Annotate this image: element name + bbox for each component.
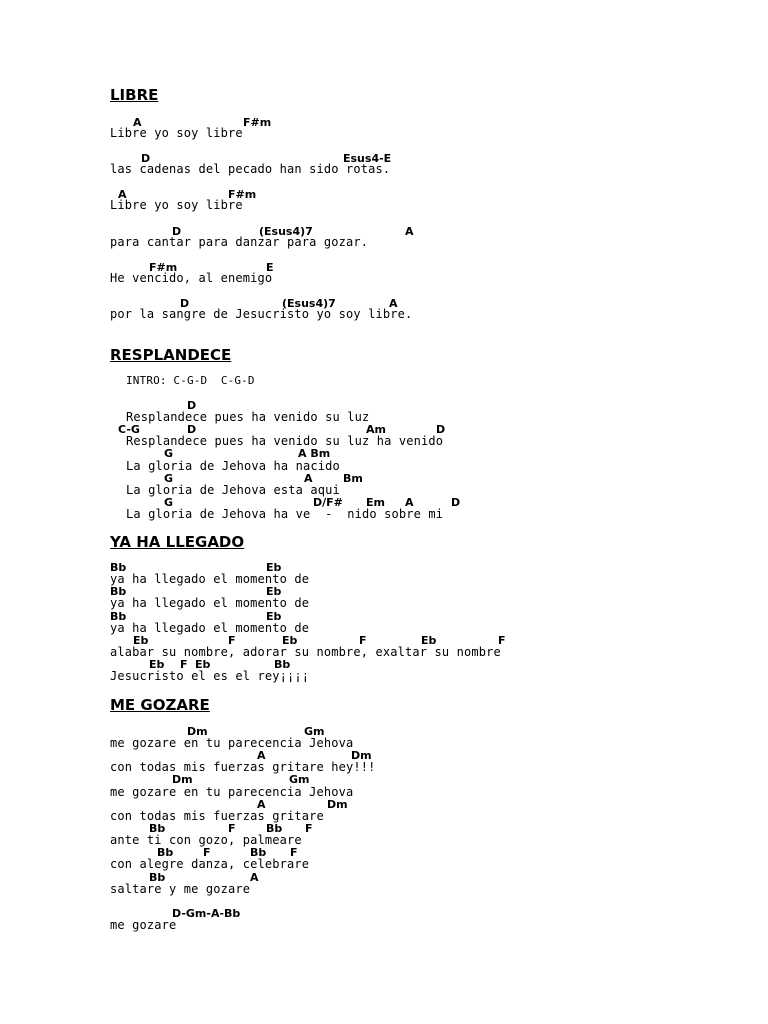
chord: F <box>290 846 298 859</box>
lyric-line: Jesucristo el es el rey¡¡¡¡ <box>110 669 310 683</box>
chord: Dm <box>187 725 208 738</box>
lyric-line: ante ti con gozo, palmeare <box>110 833 302 847</box>
chord: A <box>389 297 398 310</box>
lyric-line: con todas mis fuerzas gritare <box>110 809 324 823</box>
chord: Dm <box>327 798 348 811</box>
chord: F <box>305 822 313 835</box>
chord: E <box>266 261 274 274</box>
lyric-line: La gloria de Jehova ha ve - nido sobre mi <box>126 507 444 521</box>
chord: A <box>257 798 266 811</box>
song-title-ya-ha-llegado: YA HA LLEGADO <box>110 533 245 551</box>
lyric-line: me gozare en tu parecencia Jehova <box>110 785 354 799</box>
chord: Bb <box>110 561 127 574</box>
chord: (Esus4)7 <box>259 225 313 238</box>
lyric-line: Resplandece pues ha venido su luz <box>126 410 370 424</box>
chord: (Esus4)7 <box>282 297 336 310</box>
chord: F <box>203 846 211 859</box>
chord: Eb <box>421 634 437 647</box>
chord: Eb <box>149 658 165 671</box>
chord: Eb <box>266 585 282 598</box>
chord: D/F# <box>313 496 343 509</box>
chord: Am <box>366 423 386 436</box>
chord: Eb <box>195 658 211 671</box>
chord: G <box>164 447 174 460</box>
chord: Bb <box>266 822 283 835</box>
chord: D-Gm-A-Bb <box>172 907 241 920</box>
lyric-line: Libre yo soy libre <box>110 198 243 212</box>
lyric-line: me gozare <box>110 918 177 932</box>
chord: Bm <box>343 472 363 485</box>
chord: D <box>187 399 197 412</box>
lyric-line: con alegre danza, celebrare <box>110 857 310 871</box>
chord: A Bm <box>298 447 331 460</box>
chord: Bb <box>274 658 291 671</box>
chord: Dm <box>172 773 193 786</box>
chord: A <box>405 496 414 509</box>
chord: F#m <box>243 116 272 129</box>
chord: Gm <box>304 725 325 738</box>
lyric-line: Resplandece pues ha venido su luz ha venido <box>126 434 444 448</box>
chord: F#m <box>149 261 178 274</box>
lyric-line: ya ha llegado el momento de <box>110 596 310 610</box>
chord: Bb <box>149 822 166 835</box>
chord: F <box>498 634 506 647</box>
chord: A <box>118 188 127 201</box>
chord: F#m <box>228 188 257 201</box>
chord: D <box>436 423 446 436</box>
lyric-line: saltare y me gozare <box>110 882 251 896</box>
lyric-line: Libre yo soy libre <box>110 126 243 140</box>
chord: A <box>133 116 142 129</box>
chord: Eb <box>266 561 282 574</box>
lyric-line: para cantar para danzar para gozar. <box>110 235 369 249</box>
intro-line: INTRO: C-G-D C-G-D <box>126 374 255 387</box>
chord: A <box>304 472 313 485</box>
chord: A <box>257 749 266 762</box>
lyric-line: La gloria de Jehova ha nacido <box>126 459 340 473</box>
chord: Bb <box>250 846 267 859</box>
chord: F <box>228 634 236 647</box>
chord: F <box>228 822 236 835</box>
lyric-line: ya ha llegado el momento de <box>110 621 310 635</box>
chord: Bb <box>110 610 127 623</box>
chord: Bb <box>149 871 166 884</box>
chord: A <box>405 225 414 238</box>
chord: Dm <box>351 749 372 762</box>
chord: D <box>180 297 190 310</box>
chord: G <box>164 472 174 485</box>
chord: Eb <box>133 634 149 647</box>
chord: Esus4-E <box>343 152 392 165</box>
chord: F <box>359 634 367 647</box>
chord: D <box>451 496 461 509</box>
lyric-line: He vencido, al enemigo <box>110 271 273 285</box>
chord: Eb <box>282 634 298 647</box>
chord: Bb <box>110 585 127 598</box>
chord: Gm <box>289 773 310 786</box>
chord: D <box>172 225 182 238</box>
chord: D <box>187 423 197 436</box>
song-title-me-gozare: ME GOZARE <box>110 696 210 714</box>
chord: Bb <box>157 846 174 859</box>
chord: Em <box>366 496 385 509</box>
lyric-line: las cadenas del pecado han sido rotas. <box>110 162 391 176</box>
song-title-libre: LIBRE <box>110 86 159 104</box>
lyric-line: con todas mis fuerzas gritare hey!!! <box>110 760 376 774</box>
lyric-line: me gozare en tu parecencia Jehova <box>110 736 354 750</box>
song-title-resplandece: RESPLANDECE <box>110 346 232 364</box>
chord: A <box>250 871 259 884</box>
chord: D <box>141 152 151 165</box>
lyric-line: alabar su nombre, adorar su nombre, exaltar su nombre <box>110 645 501 659</box>
chord: F <box>180 658 188 671</box>
lyric-line: por la sangre de Jesucristo yo soy libre. <box>110 307 413 321</box>
lyric-line: ya ha llegado el momento de <box>110 572 310 586</box>
chord: G <box>164 496 174 509</box>
lyric-line: La gloria de Jehova esta aqui <box>126 483 340 497</box>
chord: Eb <box>266 610 282 623</box>
chord: C-G <box>118 423 140 436</box>
